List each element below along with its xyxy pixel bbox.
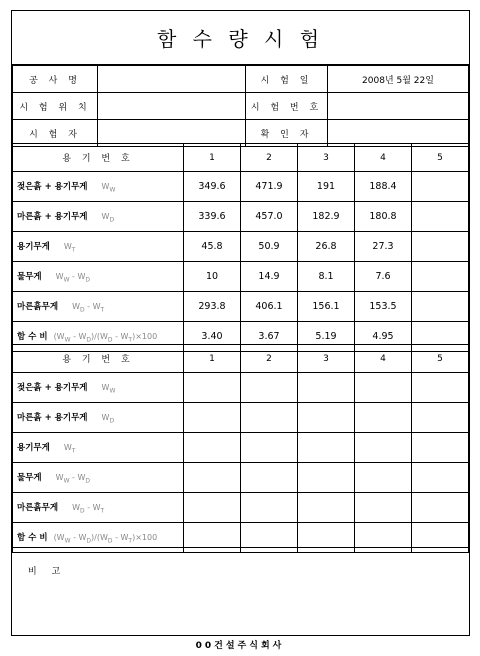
row-label (13, 232, 184, 262)
row-name: 용기무게 (17, 442, 50, 453)
cell-value[interactable] (241, 493, 298, 523)
cell-value[interactable]: 293.8 (184, 292, 241, 322)
cell-value[interactable] (184, 433, 241, 463)
row-formula (101, 382, 116, 395)
formula-part: D (107, 336, 113, 344)
cell-value[interactable] (184, 463, 241, 493)
project-name-label: 공 사 명 (13, 66, 98, 93)
page-title: 함 수 량 시 험 (12, 11, 469, 65)
formula-part: - W (112, 532, 129, 542)
container-number-header: 용 기 번 호 (13, 345, 184, 373)
row-formula (55, 472, 91, 485)
formula-part: W (101, 412, 110, 422)
cell-value[interactable] (412, 493, 469, 523)
row-name: 용기무게 (17, 241, 50, 252)
cell-value[interactable] (355, 403, 412, 433)
row-formula (63, 241, 76, 254)
row-name: 물무게 (17, 472, 42, 483)
cell-value[interactable] (298, 403, 355, 433)
table-row (13, 262, 469, 292)
cell-value[interactable] (184, 493, 241, 523)
formula-part: W (63, 442, 72, 452)
formula-part: W (63, 477, 70, 485)
table-row (13, 463, 469, 493)
cell-value[interactable] (241, 373, 298, 403)
verifier-label: 확 인 자 (246, 120, 328, 147)
table-row (13, 433, 469, 463)
cell-value[interactable]: 471.9 (241, 172, 298, 202)
row-label (13, 463, 184, 493)
formula-part: T (100, 306, 105, 314)
table-row (13, 292, 469, 322)
formula-part: )×100 (132, 331, 158, 341)
cell-value[interactable] (184, 403, 241, 433)
row-formula (63, 442, 76, 455)
formula-part: - W (84, 502, 101, 512)
table-row (13, 403, 469, 433)
row-formula (101, 211, 115, 224)
remarks-box[interactable] (12, 547, 469, 635)
row-label (13, 493, 184, 523)
cell-value[interactable] (298, 373, 355, 403)
container-col-4: 4 (355, 345, 412, 373)
test-date-value[interactable]: 2008년 5월 22일 (328, 66, 469, 93)
formula-part: - W (70, 331, 87, 341)
cell-value[interactable]: 188.4 (355, 172, 412, 202)
formula-part: W (64, 537, 71, 545)
cell-value[interactable] (412, 403, 469, 433)
formula-part: W (101, 211, 110, 221)
formula-part: W (55, 271, 64, 281)
cell-value[interactable]: 27.3 (355, 232, 412, 262)
formula-part: )/(W (91, 331, 108, 341)
row-label (13, 433, 184, 463)
formula-part: W (101, 181, 110, 191)
cell-value[interactable]: 339.6 (184, 202, 241, 232)
formula-part: D (85, 477, 91, 485)
cell-value[interactable]: 14.9 (241, 262, 298, 292)
cell-value[interactable]: 7.6 (355, 262, 412, 292)
formula-part: D (107, 537, 113, 545)
formula-part: T (128, 336, 133, 344)
test-location-value[interactable] (98, 93, 246, 120)
formula-part: D (86, 336, 92, 344)
formula-part: W (72, 301, 80, 311)
info-row (13, 66, 469, 93)
row-name: 마른흙무게 (17, 502, 59, 513)
cell-value[interactable]: 26.8 (298, 232, 355, 262)
cell-value[interactable] (241, 463, 298, 493)
formula-part: )/(W (91, 532, 108, 542)
moisture-table-1 (12, 143, 469, 352)
table-header-row (13, 144, 469, 172)
cell-value[interactable] (355, 463, 412, 493)
remarks-label: 비 고 (28, 567, 67, 577)
formula-part: - W (112, 331, 129, 341)
container-number-header: 용 기 번 호 (13, 144, 184, 172)
row-name: 물무게 (17, 271, 42, 282)
row-formula (101, 412, 115, 425)
cell-value[interactable]: 50.9 (241, 232, 298, 262)
container-col-5: 5 (412, 345, 469, 373)
cell-value[interactable] (412, 202, 469, 232)
formula-part: T (100, 507, 105, 515)
row-name: 함 수 비 (17, 331, 48, 342)
table-row (13, 493, 469, 523)
row-label (13, 172, 184, 202)
cell-value[interactable] (298, 463, 355, 493)
container-col-3: 3 (298, 144, 355, 172)
row-label (13, 403, 184, 433)
row-formula (101, 181, 116, 194)
cell-value[interactable] (412, 172, 469, 202)
cell-value[interactable]: 349.6 (184, 172, 241, 202)
container-col-1: 1 (184, 144, 241, 172)
cell-value[interactable]: 45.8 (184, 232, 241, 262)
cell-value[interactable]: 8.1 (298, 262, 355, 292)
company-footer: 00건설주식회사 (195, 641, 285, 651)
cell-value[interactable]: 153.5 (355, 292, 412, 322)
formula-part: (W (53, 331, 65, 341)
formula-part: - W (84, 301, 101, 311)
cell-value[interactable] (412, 232, 469, 262)
formula-part: - W (69, 472, 86, 482)
cell-value[interactable]: 191 (298, 172, 355, 202)
row-label (13, 292, 184, 322)
cell-value[interactable] (412, 463, 469, 493)
table-row (13, 202, 469, 232)
container-col-5: 5 (412, 144, 469, 172)
formula-part: W (63, 241, 72, 251)
formula-part: W (64, 336, 71, 344)
formula-part: (W (53, 532, 65, 542)
formula-part: D (79, 507, 85, 515)
row-name: 젖은흙 + 용기무게 (17, 382, 88, 393)
test-number-value[interactable] (328, 93, 469, 120)
row-label (13, 373, 184, 403)
formula-part: T (71, 447, 76, 455)
cell-value[interactable]: 3.67 (241, 322, 298, 352)
row-formula (72, 502, 105, 515)
formula-part: W (101, 382, 110, 392)
cell-value[interactable]: 180.8 (355, 202, 412, 232)
cell-value[interactable]: 10 (184, 262, 241, 292)
cell-value[interactable] (298, 493, 355, 523)
row-formula (53, 532, 158, 545)
cell-value[interactable] (412, 433, 469, 463)
project-name-value[interactable] (98, 66, 246, 93)
container-col-4: 4 (355, 144, 412, 172)
cell-value[interactable] (355, 433, 412, 463)
formula-part: W (72, 502, 80, 512)
formula-part: D (109, 216, 115, 224)
container-col-3: 3 (298, 345, 355, 373)
cell-value[interactable] (412, 262, 469, 292)
cell-value[interactable]: 5.19 (298, 322, 355, 352)
cell-value[interactable] (241, 433, 298, 463)
moisture-table-2 (12, 344, 469, 553)
cell-value[interactable]: 4.95 (355, 322, 412, 352)
row-label (13, 262, 184, 292)
test-date-label: 시 험 일 (246, 66, 328, 93)
row-name: 함 수 비 (17, 532, 48, 543)
cell-value[interactable] (355, 373, 412, 403)
formula-part: )×100 (132, 532, 158, 542)
formula-part: - W (69, 271, 86, 281)
test-location-label: 시 험 위 치 (13, 93, 98, 120)
info-table (12, 65, 469, 147)
formula-part: W (109, 186, 116, 194)
table-row (13, 172, 469, 202)
cell-value[interactable]: 457.0 (241, 202, 298, 232)
table-header-row (13, 345, 469, 373)
formula-part: T (128, 537, 133, 545)
container-col-2: 2 (241, 345, 298, 373)
formula-part: D (109, 417, 115, 425)
cell-value[interactable] (412, 373, 469, 403)
cell-value[interactable] (241, 403, 298, 433)
container-col-2: 2 (241, 144, 298, 172)
formula-part: - W (70, 532, 87, 542)
row-name: 젖은흙 + 용기무게 (17, 181, 88, 192)
tester-label: 시 험 자 (13, 120, 98, 147)
cell-value[interactable]: 182.9 (298, 202, 355, 232)
formula-part: W (63, 276, 70, 284)
cell-value[interactable] (412, 292, 469, 322)
formula-part: D (86, 537, 92, 545)
row-formula (53, 331, 158, 344)
cell-value[interactable]: 3.40 (184, 322, 241, 352)
table-row (13, 232, 469, 262)
formula-part: W (55, 472, 64, 482)
info-row (13, 93, 469, 120)
row-name: 마른흙 + 용기무게 (17, 211, 88, 222)
row-label (13, 202, 184, 232)
formula-part: D (79, 306, 85, 314)
formula-part: D (85, 276, 91, 284)
formula-part: T (71, 246, 76, 254)
table-row (13, 373, 469, 403)
row-formula (72, 301, 105, 314)
test-sheet (11, 10, 470, 636)
row-name: 마른흙 + 용기무게 (17, 412, 88, 423)
cell-value[interactable] (184, 373, 241, 403)
cell-value[interactable] (355, 493, 412, 523)
formula-part: W (109, 387, 116, 395)
test-number-label: 시 험 번 호 (246, 93, 328, 120)
cell-value[interactable]: 156.1 (298, 292, 355, 322)
cell-value[interactable]: 406.1 (241, 292, 298, 322)
cell-value[interactable] (298, 433, 355, 463)
row-name: 마른흙무게 (17, 301, 59, 312)
container-col-1: 1 (184, 345, 241, 373)
row-formula (55, 271, 91, 284)
